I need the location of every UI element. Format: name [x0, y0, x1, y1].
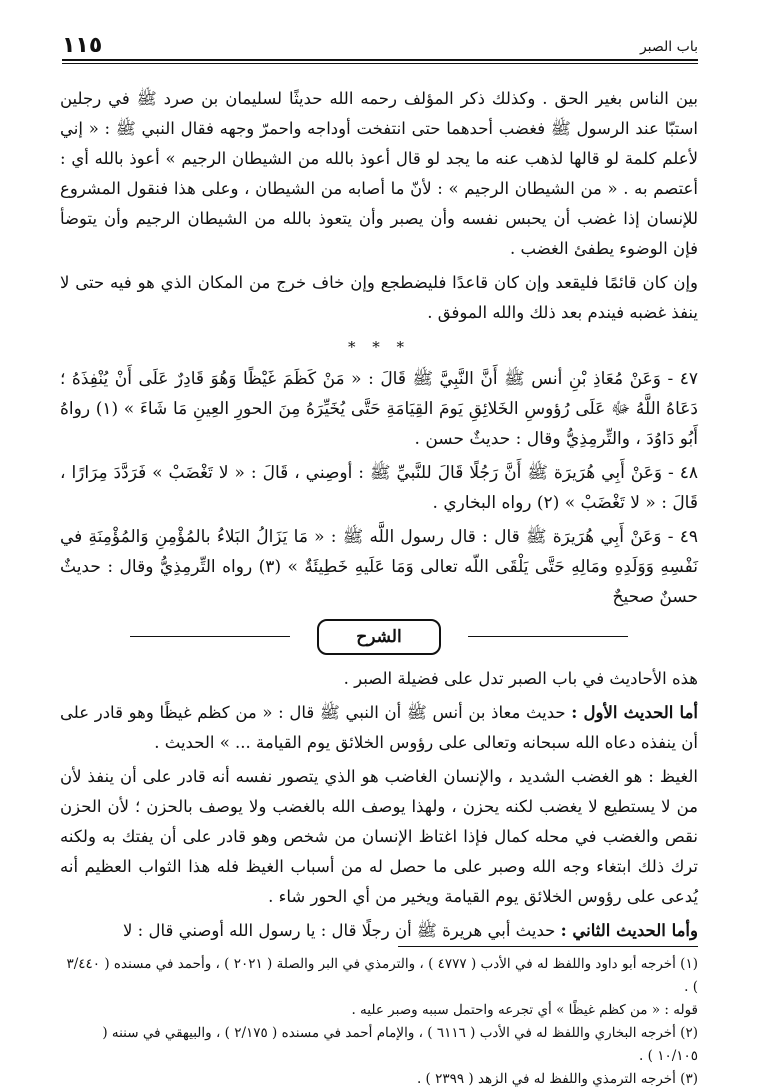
hadith-49: ٤٩ - وَعَنْ أَبِي هُرَيرَة ﷺ قال : قال رسول اللَّه ﷺ : « مَا يَزَالُ البَلاءُ بالمُؤْمِنِ وَالمُؤْمِنَةِ في نَفْسِهِ وَوَلَدِهِ ومَالِهِ حَتَّى يَلْقَى اللّه تعالى وَمَا عَلَيهِ خَطِيئَةٌ » (٣) رواه التِّرمِذِيُّ وقال : حديثٌ حسنٌ صحيحٌ: [60, 527, 698, 607]
section-divider-stars: * * *: [347, 338, 411, 356]
footnote-1: (١) أخرجه أبو داود واللفظ له في الأدب ( ٤٧٧٧ ) ، والترمذي في البر والصلة ( ٢٠٢١ ) ، وأحمد في مسنده ( ٣/٤٤٠ ) .: [66, 956, 698, 995]
first-hadith-text: حديث معاذ بن أنس ﷺ أن النبي ﷺ قال : « من كظم غيظًا وهو قادر على أن ينفذه دعاه الله سبحانه وتعالى على رؤوس الخلائق يوم القيامة ... » الحديث .: [60, 703, 698, 752]
footnotes: [60, 946, 698, 1091]
paragraph: وإن كان قائمًا فليقعد وإن كان قاعدًا فليضطجع وإن خاف خرج من المكان الذي هو فيه حتى لا ينفذ غضبه فيندم بعد ذلك والله الموفق .: [60, 273, 698, 322]
footnote-1-note: قوله : « من كظم غيظًا » أي تجرعه واحتمل سببه وصبر عليه .: [351, 1002, 698, 1018]
header-rule-thin: [62, 63, 698, 64]
hadith-48: ٤٨ - وَعَنْ أَبِي هُرَيرَة ﷺ أَنَّ رَجُلًا قَالَ للنَّبيِّ ﷺ : أوصِني ، قَالَ : « لا تَغْضَبْ » فَرَدَّدَ مِرَارًا ، قَالَ : « لا تَغْضَبْ » (٢) رواه البخاري .: [60, 463, 698, 513]
second-hadith-text: حديث أبي هريرة ﷺ أن رجلًا قال : يا رسول الله أوصني قال : لا: [123, 921, 561, 940]
header-rule: [62, 59, 698, 61]
sharh-title: الشرح: [317, 619, 441, 655]
second-hadith-lead: وأما الحديث الثاني :: [560, 921, 698, 940]
sharh-first-hadith: [60, 698, 698, 758]
section-title: باب الصبر: [639, 39, 698, 55]
page-body: [60, 84, 698, 950]
page-number: ١١٥: [62, 33, 103, 58]
sharh-intro: هذه الأحاديث في باب الصبر تدل على فضيلة الصبر .: [343, 669, 698, 688]
footnote-3: (٣) أخرجه الترمذي واللفظ له في الزهد ( ٢٣٩٩ ) .: [416, 1071, 698, 1087]
page-header: [62, 33, 698, 61]
paragraph: بين الناس بغير الحق . وكذلك ذكر المؤلف رحمه الله حديثًا لسليمان بن صرد ﷺ في رجلين استبّا عند الرسول ﷺ فغضب أحدهما حتى انتفخت أوداجه واحمرّ وجهه فقال النبي ﷺ : « إني لأعلم كلمة لو قالها لذهب عنه ما يجد لو قال أعوذ بالله من الشيطان الرجيم » أعوذ بالله أي : أعتصم به . « من الشيطان الرجيم » : لأنّ ما أصابه من الشيطان ، وعلى هذا فنقول المشروع للإنسان إذا غضب أن يحبس نفسه وأن يصبر وأن يتعوذ بالله من الشيطان الرجيم وأن يتوضأ فإن الوضوء يطفئ الغضب .: [60, 89, 698, 258]
footnote-rule: [398, 946, 698, 947]
hadith-47: ٤٧ - وَعَنْ مُعَاذِ بْنِ أنس ﷺ أَنَّ النَّبِيَّ ﷺ قَالَ : « مَنْ كَظَمَ غَيْظًا وَهُوَ قَادِرٌ عَلَى أَنْ يُنْفِذَهُ ؛ دَعَاهُ اللَّهُ ﷻ عَلَى رُؤوسِ الخَلائِقِ يَومَ القِيَامَةِ حَتَّى يُخَيِّرَهُ مِنَ الحورِ العِينِ مَا شَاءَ » (١) رواهُ أَبُو دَاوُدَ ، والتِّرمِذِيُّ وقال : حديثٌ حسن .: [60, 369, 698, 449]
ornament-line-right: [468, 636, 628, 637]
sharh-heading: [60, 616, 698, 658]
ornament-line-left: [130, 636, 290, 637]
first-hadith-lead: أما الحديث الأول :: [571, 703, 698, 722]
sharh-second-hadith: [60, 916, 698, 946]
footnote-2: (٢) أخرجه البخاري واللفظ له في الأدب ( ٦١١٦ ) ، والإمام أحمد في مسنده ( ٢/١٧٥ ) ، والبيهقي في سننه ( ١٠/١٠٥ ) .: [102, 1025, 698, 1064]
sharh-ghayz: الغيظ : هو الغضب الشديد ، والإنسان الغاضب هو الذي يتصور نفسه أنه قادر على أن ينفذ لأن من لا يستطيع لا يغضب لكنه يحزن ، ولهذا يوصف الله بالغضب ولا يوصف بالحزن ؛ لأن الحزن نقص والغضب في محله كمال فإذا اغتاظ الإنسان من شخص وهو قادر على أن يفتك به ولكنه ترك ذلك ابتغاء وجه الله وصبر على ما حصل له من أسباب الغيظ فله هذا الثواب العظيم أنه يُدعى على رؤوس الخلائق يوم القيامة ويخير من أي الحور شاء .: [60, 767, 698, 906]
